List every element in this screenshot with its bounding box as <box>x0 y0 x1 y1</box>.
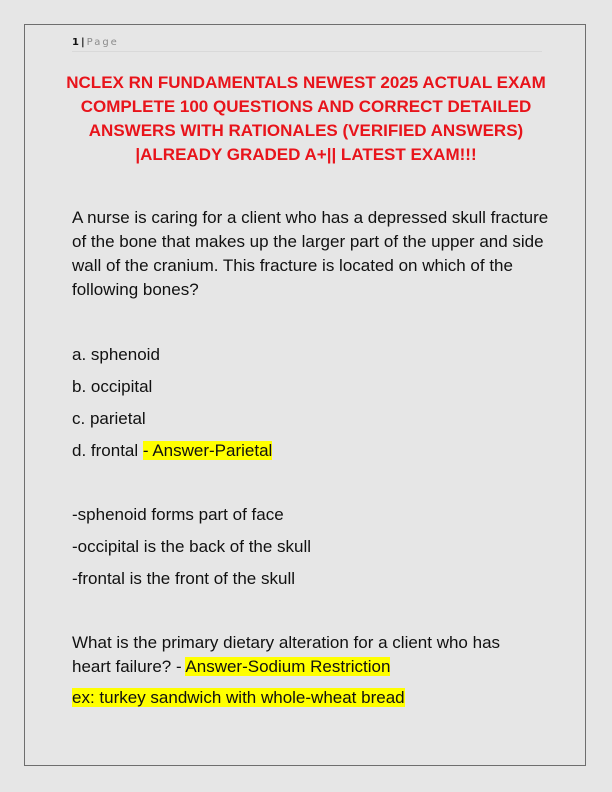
page-header <box>72 36 542 52</box>
question-2-example-text: ex: turkey sandwich with whole-wheat bread <box>72 688 405 707</box>
page-label: Page <box>86 37 119 48</box>
page-separator: | <box>80 37 85 48</box>
rationale-3: -frontal is the front of the skull <box>72 569 295 588</box>
question-1-option-d <box>72 439 272 463</box>
question-2-answer: Answer-Sodium Restriction <box>185 657 391 676</box>
rationale-1: -sphenoid forms part of face <box>72 505 284 524</box>
rationale-2: -occipital is the back of the skull <box>72 537 312 556</box>
page-number: 1 <box>72 37 79 48</box>
question-1-answer: - Answer-Parietal <box>142 441 273 460</box>
option-d-label: d. frontal <box>72 441 139 460</box>
document-title: NCLEX RN FUNDAMENTALS NEWEST 2025 ACTUAL EXAM COMPLETE 100 QUESTIONS AND CORRECT DETAILED ANSWERS WITH RATIONALES (VERIFIED ANSWERS) |ALREADY GRADED A+|| LATEST EXAM!!! <box>66 73 546 164</box>
question-2-text-tail: heart failure? - <box>72 657 186 676</box>
question-2-text-line2 <box>72 655 390 679</box>
question-1-option-a: a. sphenoid <box>72 345 160 364</box>
question-1-option-c: c. parietal <box>72 409 146 428</box>
question-1-option-b: b. occipital <box>72 377 153 396</box>
question-2-text-line1: What is the primary dietary alteration for a client who has <box>72 633 501 652</box>
question-1-text: A nurse is caring for a client who has a depressed skull fracture of the bone that makes up the larger part of the upper and side wall of the cranium. This fracture is located on which of the following bones? <box>72 208 549 299</box>
question-2-example <box>72 686 405 710</box>
